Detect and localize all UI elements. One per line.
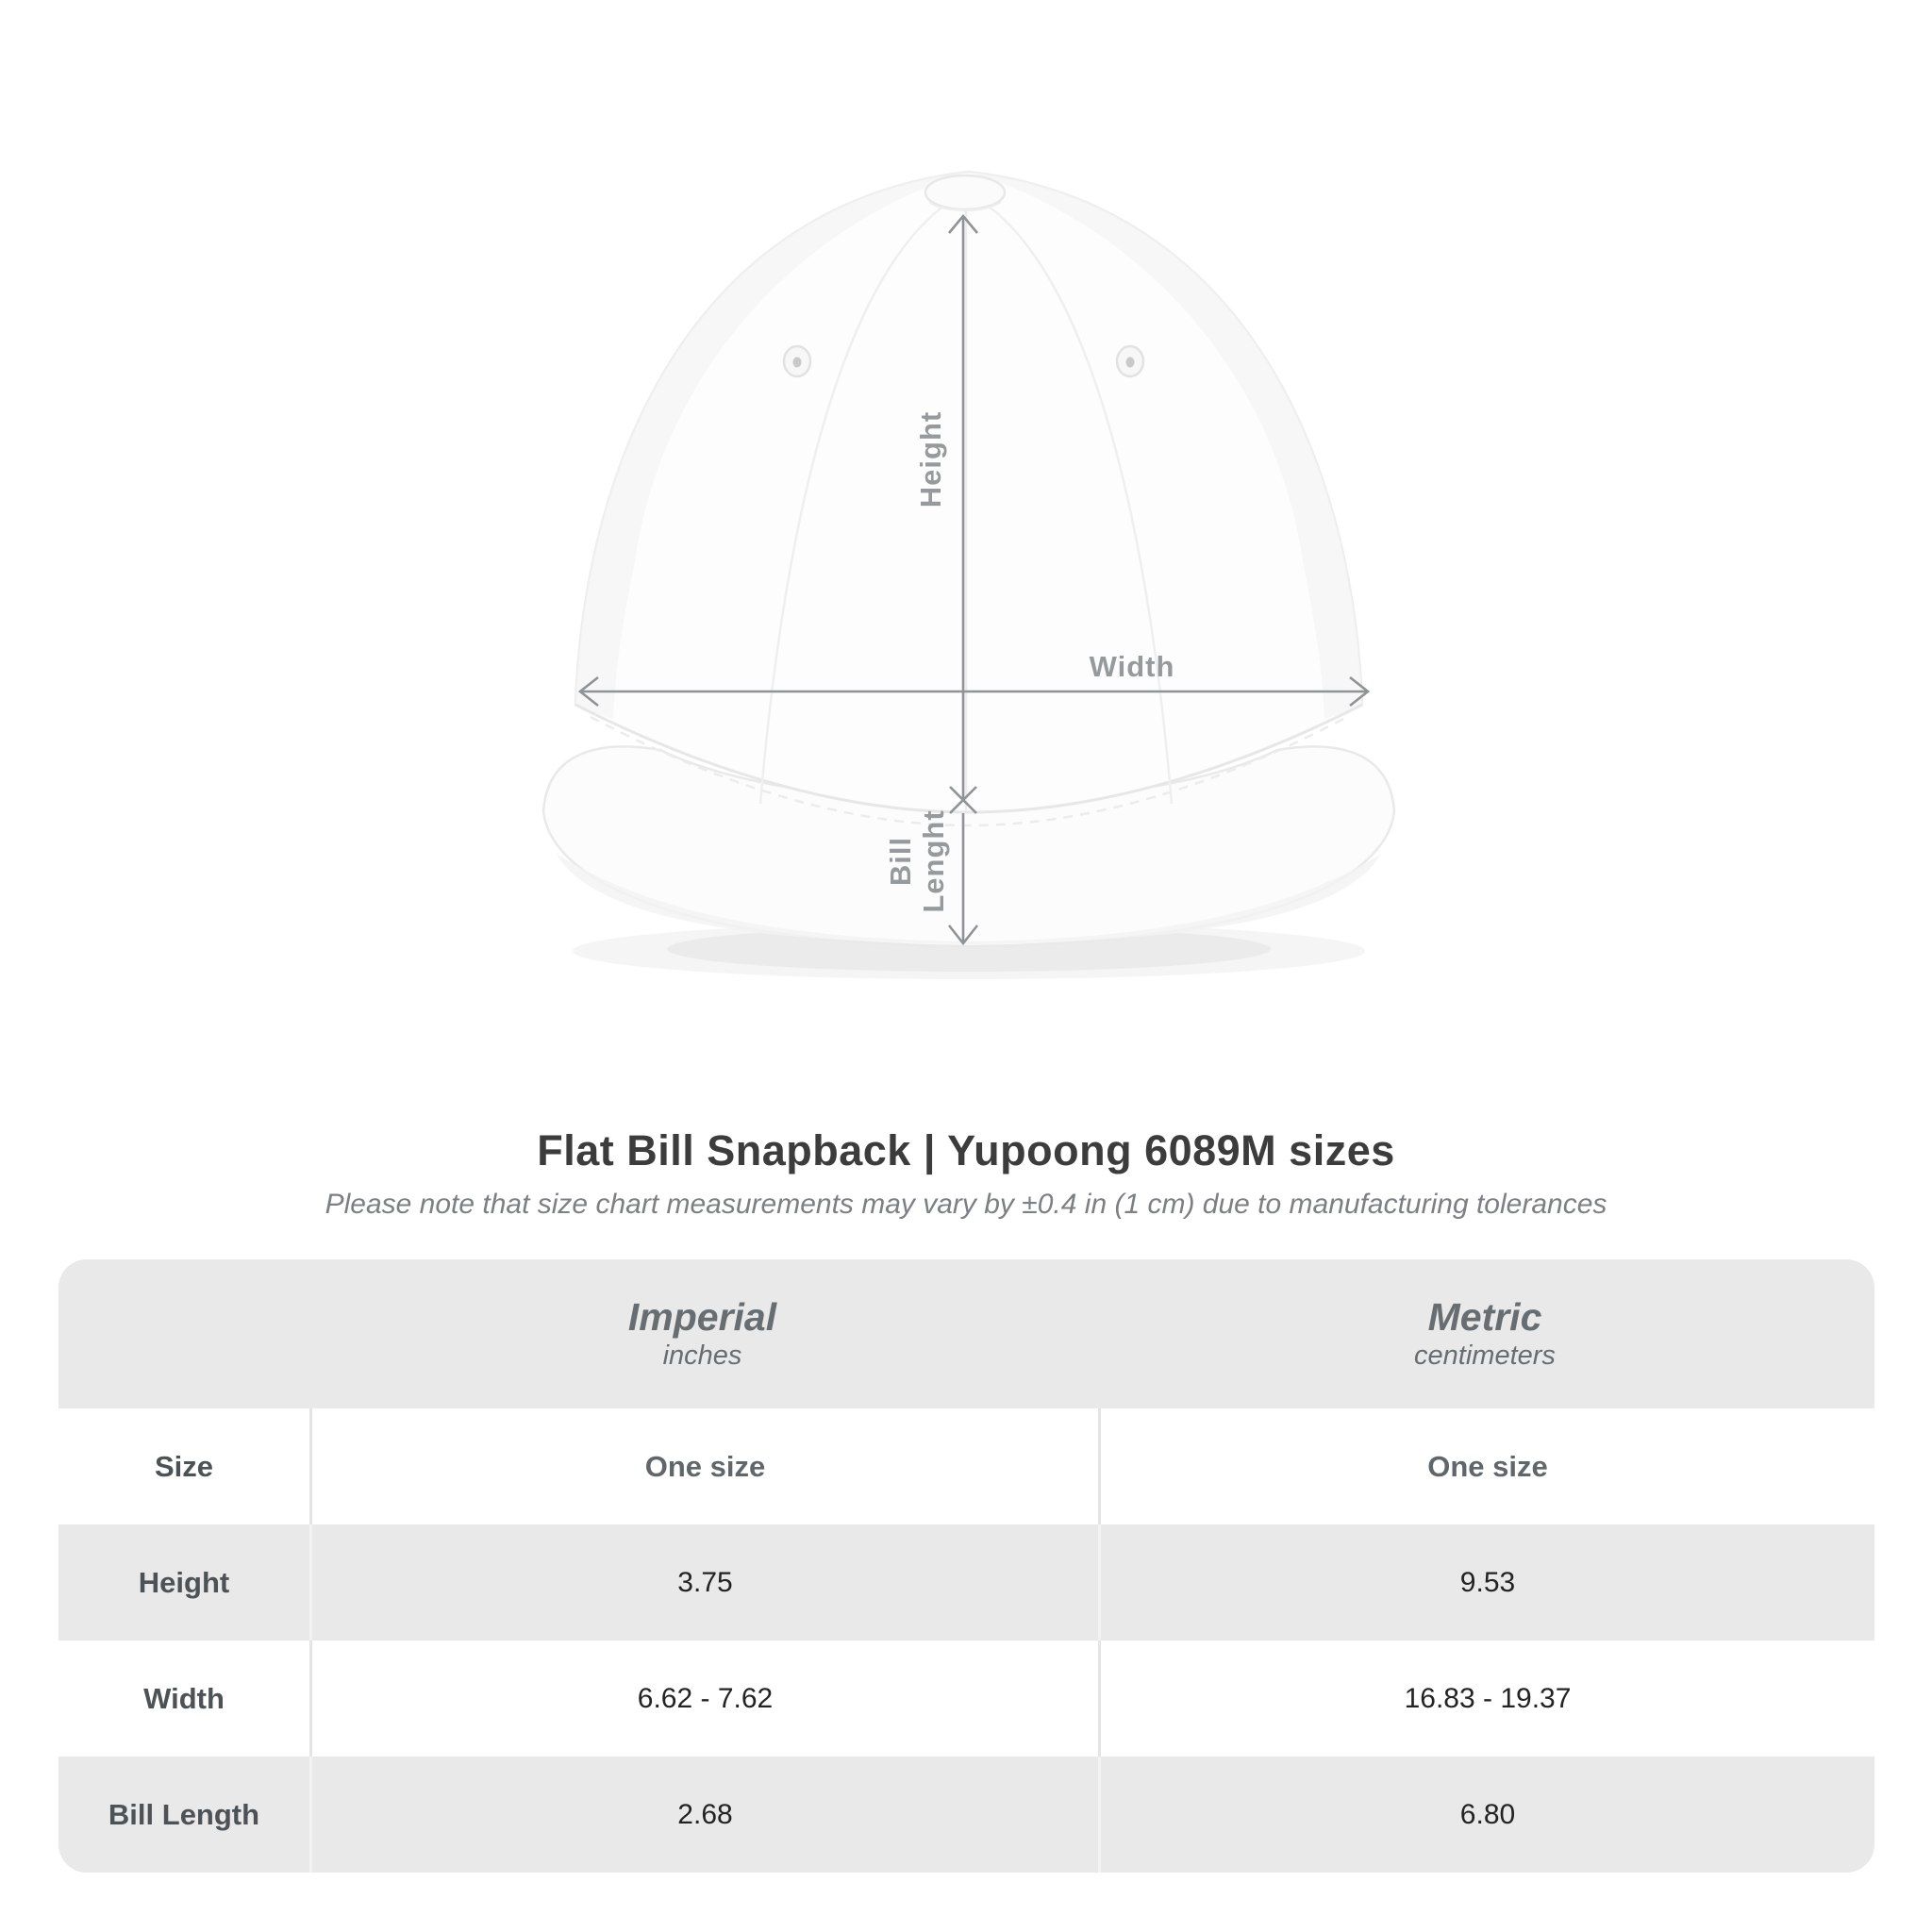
metric-label: Metric (1427, 1295, 1542, 1340)
hat-button (925, 175, 1005, 209)
size-table (58, 1259, 1874, 1873)
left-eyelet (784, 346, 810, 376)
table-row-width (58, 1641, 1874, 1757)
page-subtitle: Please note that size chart measurements may vary by ±0.4 in (1 cm) due to manufacturing tolerances (325, 1189, 1607, 1220)
imperial-value: One size (644, 1449, 766, 1483)
header-metric (1095, 1295, 1874, 1373)
row-label: Width (143, 1681, 225, 1715)
bill-length-measure-label-line1: Bill (884, 836, 917, 887)
table-row-height (58, 1524, 1874, 1641)
row-label: Bill Length (108, 1797, 260, 1831)
width-measure-label: Width (1089, 650, 1175, 683)
row-label: Size (154, 1449, 214, 1483)
table-row-size (58, 1408, 1874, 1524)
right-eyelet (1117, 346, 1143, 376)
size-table-header (58, 1259, 1874, 1408)
imperial-value: 3.75 (677, 1566, 733, 1598)
imperial-value: 2.68 (677, 1798, 733, 1830)
height-measure-label: Height (914, 410, 947, 508)
imperial-value: 6.62 - 7.62 (637, 1682, 774, 1714)
header-imperial (309, 1295, 1095, 1373)
table-row-bill-length (58, 1757, 1874, 1873)
metric-value: 16.83 - 19.37 (1404, 1682, 1572, 1714)
metric-value: 6.80 (1459, 1798, 1516, 1830)
metric-unit: centimeters (1414, 1341, 1556, 1372)
imperial-unit: inches (662, 1341, 742, 1372)
page-title: Flat Bill Snapback | Yupoong 6089M sizes (537, 1126, 1395, 1174)
metric-value: One size (1427, 1449, 1548, 1483)
bill-length-measure-label-line2: Lenght (917, 809, 950, 913)
row-label: Height (138, 1565, 230, 1599)
metric-value: 9.53 (1459, 1566, 1516, 1598)
hat-crown (575, 172, 1362, 812)
imperial-label: Imperial (627, 1295, 777, 1340)
